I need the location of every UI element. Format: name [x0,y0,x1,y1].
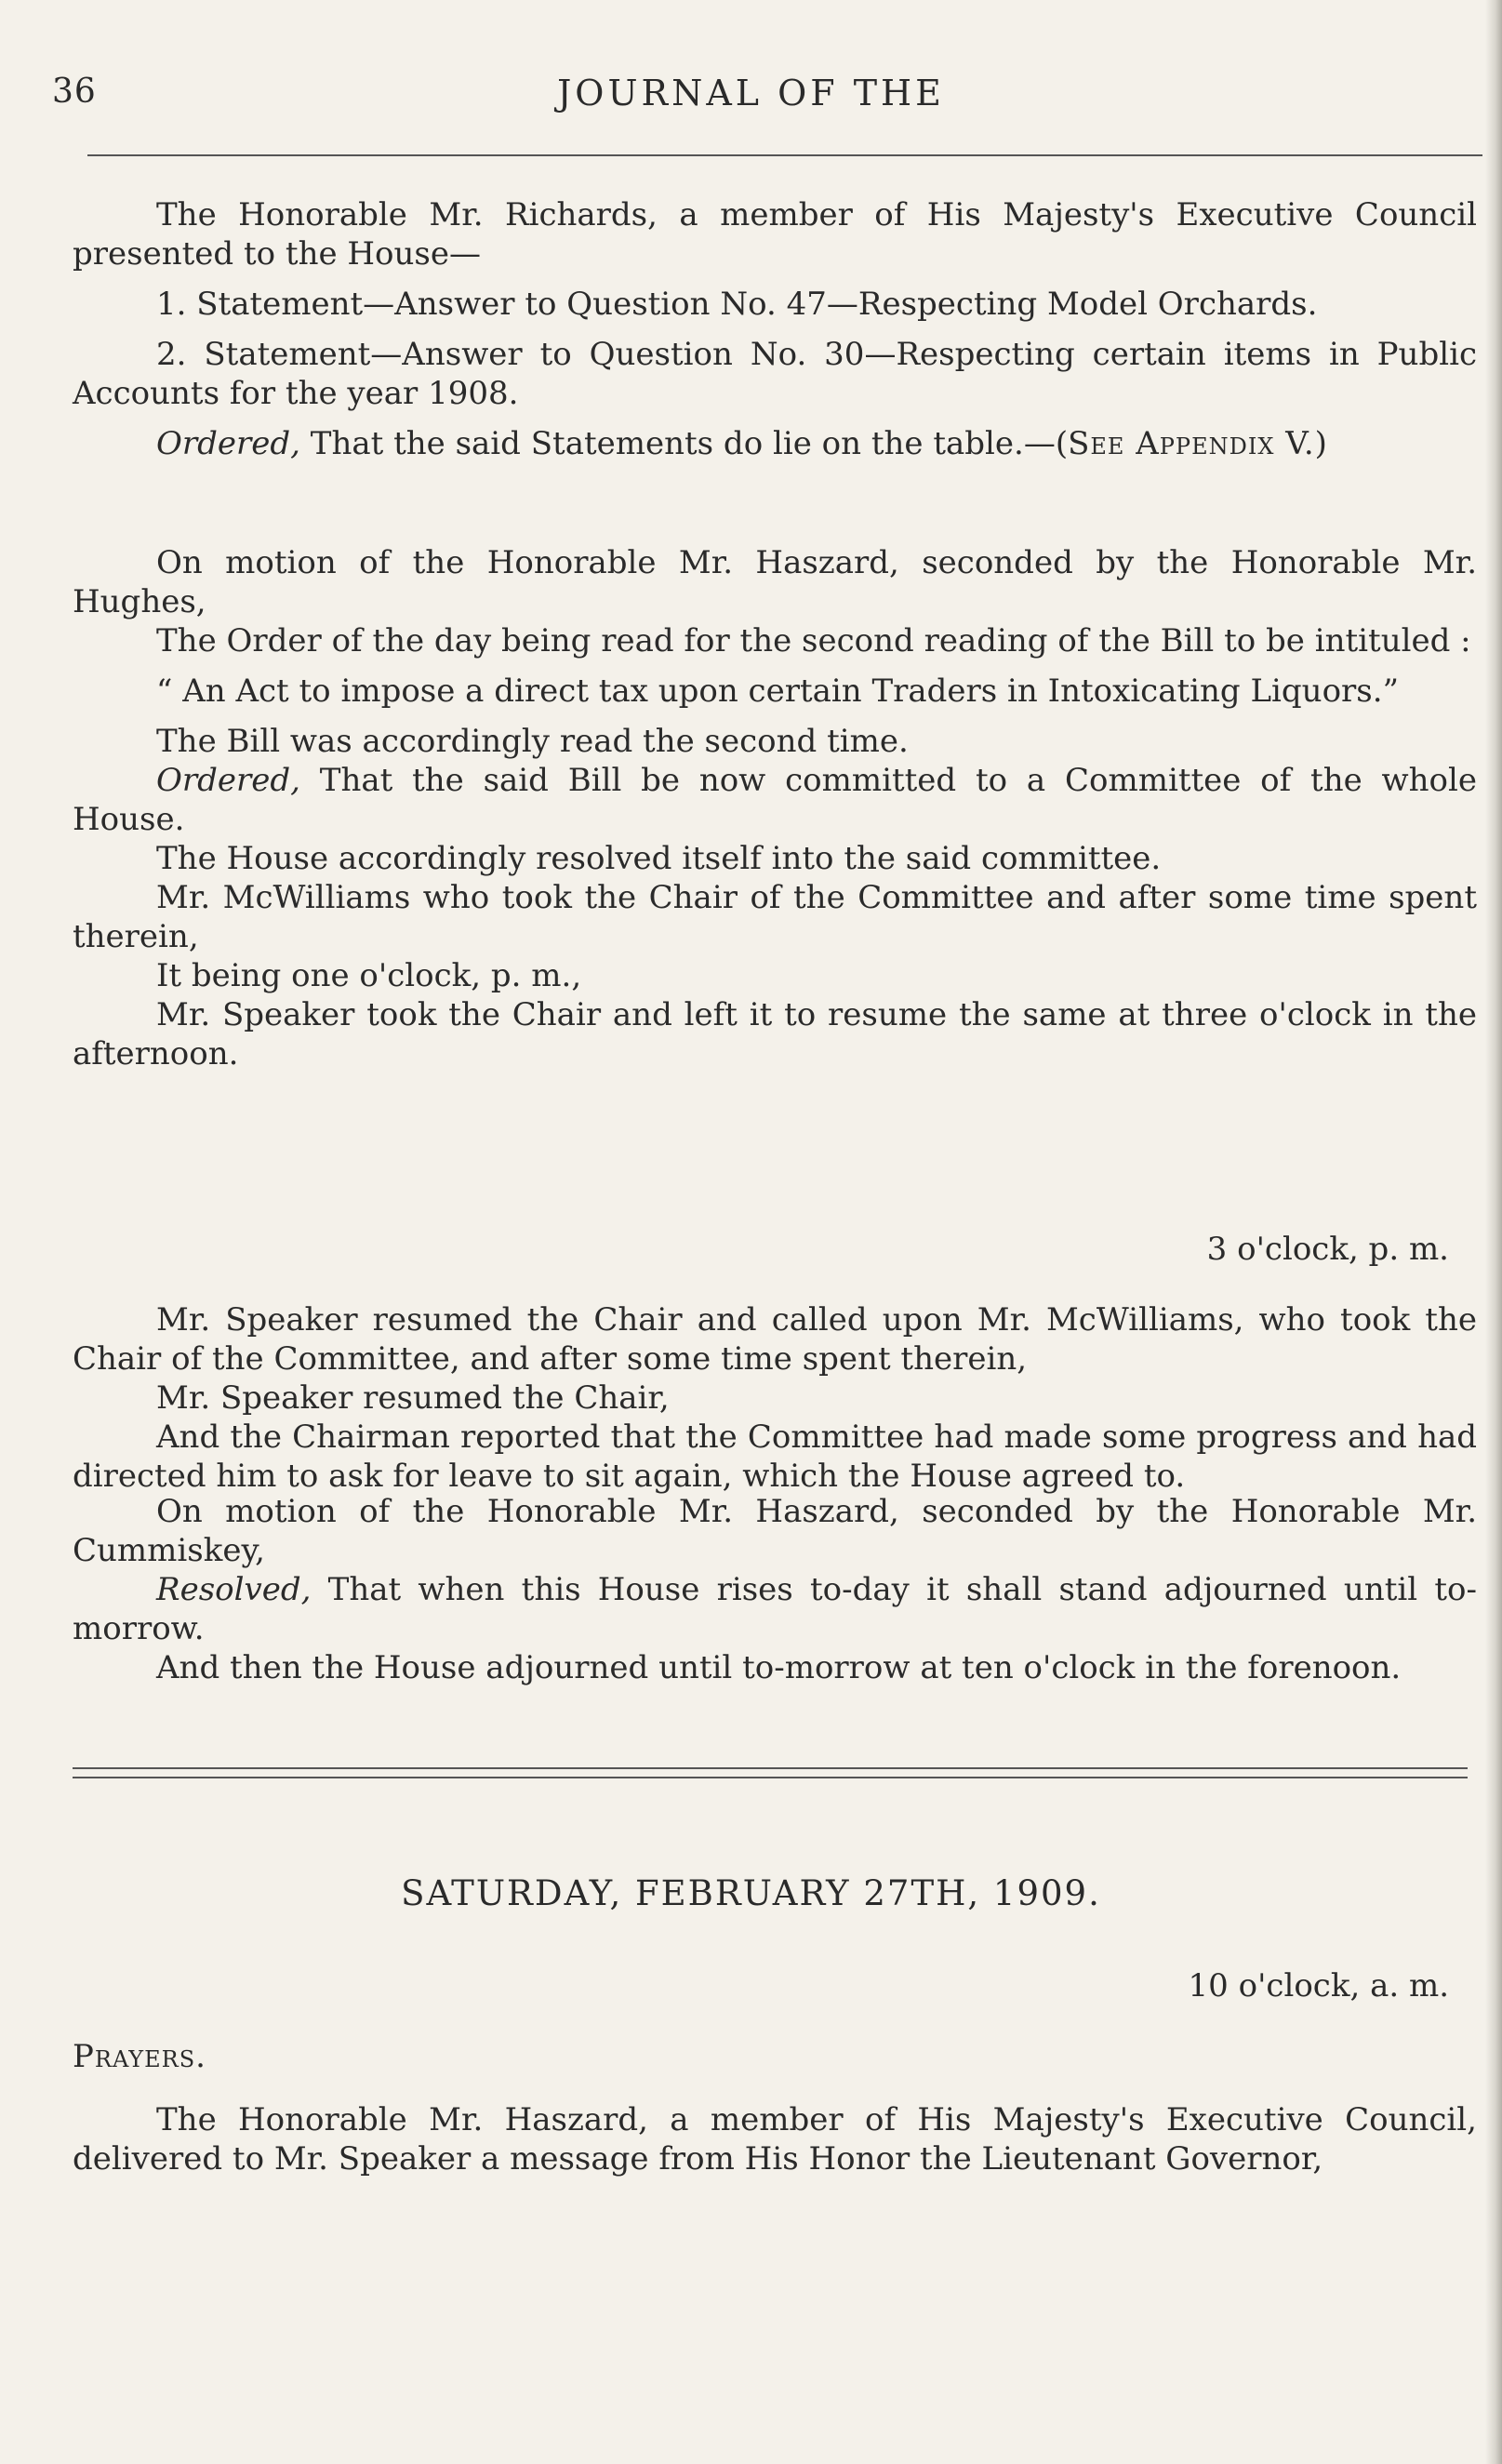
ordered-text: That the said Statements do lie on the table.—( [299,425,1069,462]
page-header [0,73,1502,128]
statement-item-1: 1. Statement—Answer to Question No. 47—Respecting Model Orchards. [156,286,1318,323]
section-saturday [73,1935,1477,2178]
appendix-reference: See Appendix V. [1068,425,1315,462]
time-three-pm: 3 o'clock, p. m. [1206,1231,1449,1268]
speaker-left-chair: Mr. Speaker took the Chair and left it to resume the same at three o'clock in the afternoon. [73,996,1477,1072]
prayers-label: Prayers. [73,2038,206,2075]
header-rule [87,154,1482,156]
house-resolved-committee: The House accordingly resolved itself into the said committee. [156,840,1162,877]
section-adjournment [73,1492,1477,1687]
ordered-close: ) [1314,425,1327,462]
motion-haszard-hughes: On motion of the Honorable Mr. Haszard, seconded by the Honorable Mr. Hughes, [73,544,1477,620]
section-afternoon [73,1198,1477,1496]
running-head: JOURNAL OF THE [557,73,945,113]
page-number: 36 [52,73,97,111]
ordered-label: Ordered, [156,425,300,462]
page-edge-shadow [1485,0,1502,2464]
section-divider [73,1767,1468,1778]
time-ten-am: 10 o'clock, a. m. [1188,1967,1449,2004]
statement-item-2: 2. Statement—Answer to Question No. 30—Respecting certain items in Public Accounts for the year 1908. [73,336,1477,412]
statements-intro: The Honorable Mr. Richards, a member of His Majesty's Executive Council presented to the House— [73,196,1477,273]
ordered-label: Ordered, [156,762,300,799]
resolved-text: That when this House rises to-day it shall stand adjourned until to-morrow. [73,1571,1477,1647]
resolved-adjourn [73,1570,1477,1648]
bill-read-second: The Bill was accordingly read the second time. [156,723,909,760]
speaker-resumed: Mr. Speaker resumed the Chair, [156,1379,670,1417]
bill-ordered [73,761,1477,839]
mcwilliams-chair: Mr. McWilliams who took the Chair of the Committee and after some time spent therein, [73,879,1477,955]
bill-title: “ An Act to impose a direct tax upon certain Traders in Intoxicating Liquors.” [156,673,1399,710]
one-oclock: It being one o'clock, p. m., [156,957,582,994]
house-adjourned: And then the House adjourned until to-morrow at ten o'clock in the forenoon. [156,1649,1402,1686]
section-second-reading [73,543,1477,1073]
haszard-message: The Honorable Mr. Haszard, a member of His Majesty's Executive Council, delivered to Mr. Speaker a message from His Honor the Lieutenant Governor, [73,2101,1477,2178]
motion-haszard-cummiskey: On motion of the Honorable Mr. Haszard, seconded by the Honorable Mr. Cummiskey, [73,1493,1477,1569]
speaker-resumed-called: Mr. Speaker resumed the Chair and called upon Mr. McWilliams, who took the Chair of the Committee, and after some time spent therein, [73,1301,1477,1378]
date-heading: SATURDAY, FEBRUARY 27TH, 1909. [401,1873,1101,1913]
resolved-label: Resolved, [156,1571,312,1608]
statements-ordered [73,424,1477,463]
chairman-reported: And the Chairman reported that the Committee had made some progress and had directed him to ask for leave to sit again, which the House agreed to. [73,1418,1477,1495]
section-statements [73,195,1477,463]
ordered-text: That the said Bill be now committed to a Committee of the whole House. [73,762,1477,838]
order-of-day: The Order of the day being read for the second reading of the Bill to be intituled : [156,622,1471,659]
